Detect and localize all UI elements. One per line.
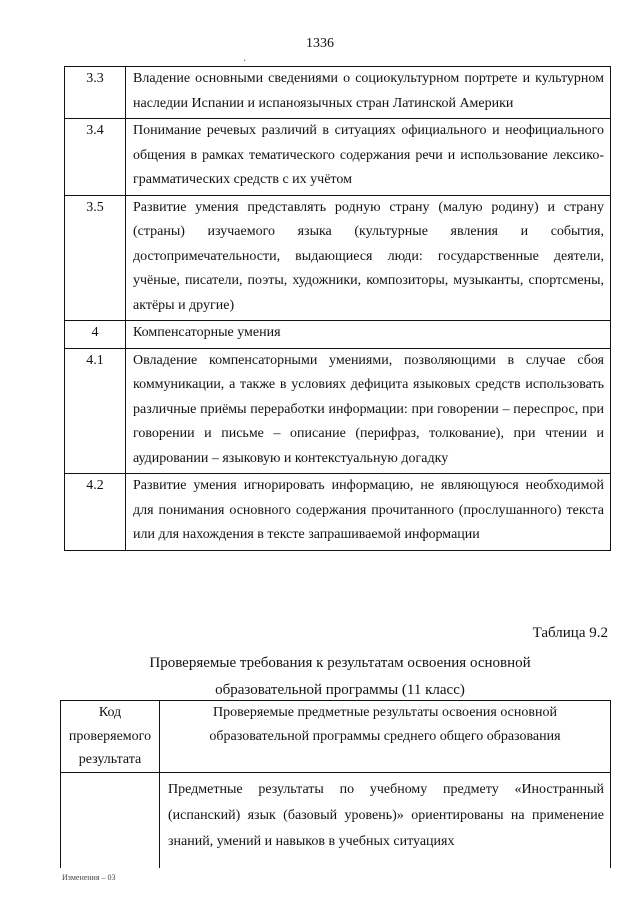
- header-results: Проверяемые предметные результаты освоения основной образовательной программы среднего общего образования: [160, 701, 611, 773]
- table-row: [61, 772, 611, 868]
- scan-mark: ·: [243, 56, 247, 67]
- row-number: 4.2: [65, 474, 126, 551]
- table-header-row: [61, 701, 611, 773]
- row-text: Развитие умения игнорировать информацию, не являющуюся необходимой для понимания основного содержания прочитанного (прослушанного) текста или для нахождения в тексте запрашиваемой информации: [126, 474, 611, 551]
- row-number: 3.5: [65, 195, 126, 321]
- row-text: Компенсаторные умения: [126, 321, 611, 349]
- verification-requirements-table: [60, 700, 611, 868]
- table-row: [65, 348, 611, 474]
- row-text: Владение основными сведениями о социокультурном портрете и культурном наследии Испании и испаноязычных стран Латинской Америки: [126, 67, 611, 119]
- row-text: Понимание речевых различий в ситуациях официального и неофициального общения в рамках тематического содержания речи и использование лексико-грамматических средств с их учётом: [126, 119, 611, 196]
- row-number: 4.1: [65, 348, 126, 474]
- table-row: [65, 474, 611, 551]
- row-number: 3.4: [65, 119, 126, 196]
- table-row: [65, 67, 611, 119]
- footer-revision: Изменения – 03: [62, 873, 116, 882]
- heading-line-1: Проверяемые требования к результатам освоения основной: [149, 655, 531, 671]
- row-code: [61, 772, 160, 868]
- table-row: [65, 119, 611, 196]
- table-caption: Таблица 9.2: [532, 625, 608, 641]
- row-text: Овладение компенсаторными умениями, позволяющими в случае сбоя коммуникации, а также в условиях дефицита языковых средств использовать различные приёмы переработки информации: при говорении – переспрос, при говорении и письме – описание (перифраз, толкование), при чтении и аудировании – языковую и контекстуальную догадку: [126, 348, 611, 474]
- row-number: 4: [65, 321, 126, 349]
- row-number: 3.3: [65, 67, 126, 119]
- table-row: [65, 195, 611, 321]
- header-code: Код проверяемого результата: [61, 701, 160, 773]
- table-row: [65, 321, 611, 349]
- requirements-table-continued: [64, 66, 611, 551]
- page-number: 1336: [306, 36, 334, 51]
- row-text: Предметные результаты по учебному предмету «Иностранный (испанский) язык (базовый уровень)» ориентированы на применение знаний, умений и навыков в учебных ситуациях: [160, 772, 611, 868]
- section-heading: [60, 650, 620, 704]
- row-text: Развитие умения представлять родную страну (малую родину) и страну (страны) изучаемого языка (культурные явления и события, достопримечательности, выдающиеся люди: государственные деятели, учёные, писатели, поэты, художники, композиторы, музыканты, спортсмены, актёры и другие): [126, 195, 611, 321]
- heading-line-2: образовательной программы (11 класс): [215, 682, 465, 698]
